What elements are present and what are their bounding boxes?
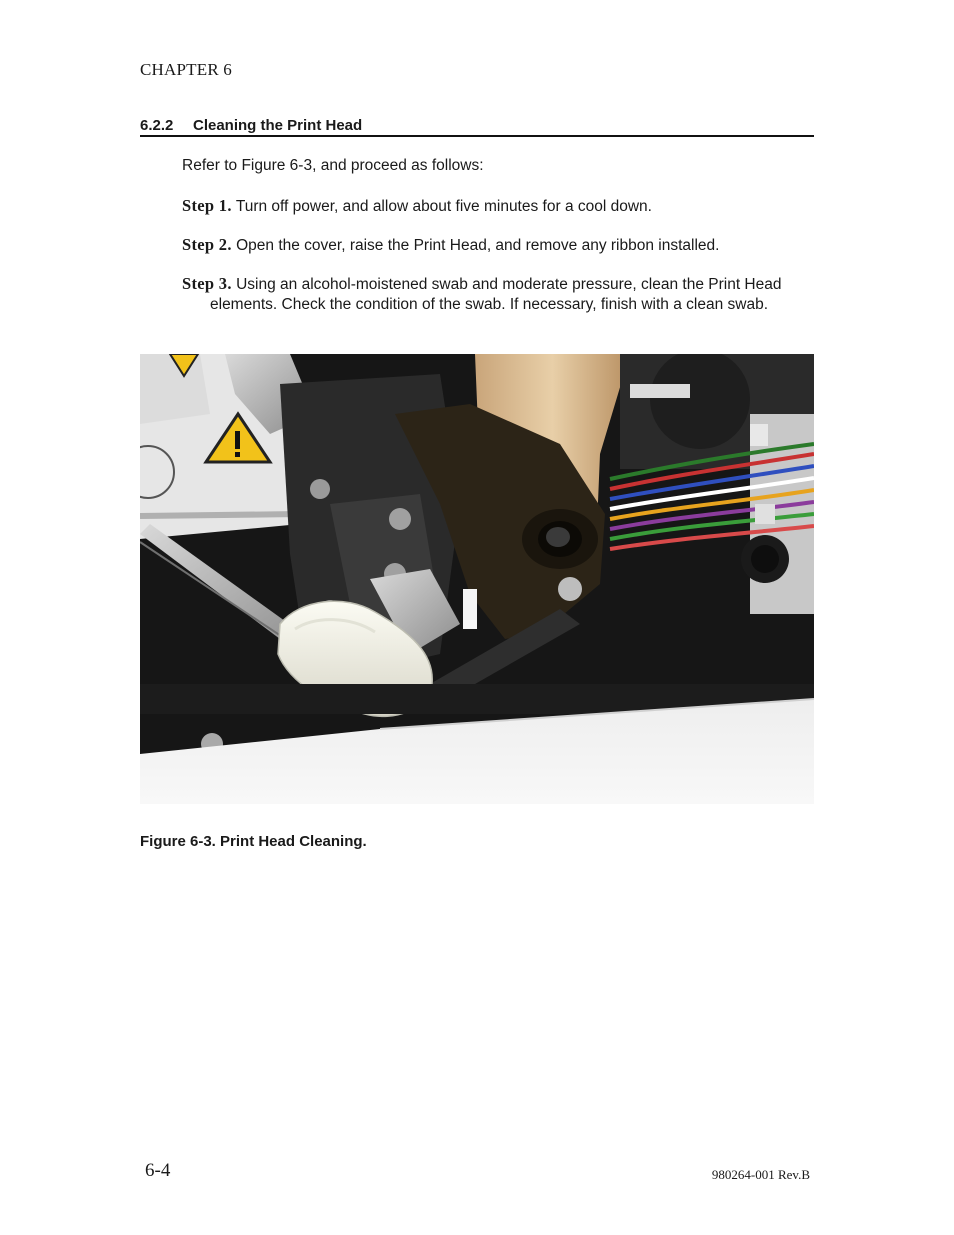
chapter-header: CHAPTER 6 xyxy=(140,60,233,79)
section-heading xyxy=(140,117,814,137)
document-id: 980264-001 Rev.B xyxy=(711,1167,810,1182)
step-1-text: Turn off power, and allow about five minutes for a cool down. xyxy=(235,198,652,215)
step-3-label: Step 3. xyxy=(182,274,232,293)
intro-paragraph: Refer to Figure 6-3, and proceed as follows: xyxy=(182,157,484,174)
step-1 xyxy=(182,196,830,217)
step-3 xyxy=(182,274,830,315)
section-title: Cleaning the Print Head xyxy=(193,117,363,134)
step-2-text: Open the cover, raise the Print Head, and remove any ribbon installed. xyxy=(236,237,720,254)
figure-caption: Figure 6-3. Print Head Cleaning. xyxy=(140,833,367,850)
step-2 xyxy=(182,235,830,256)
print-head-cleaning-photo xyxy=(140,354,814,804)
step-1-label: Step 1. xyxy=(182,196,232,215)
page-number: 6-4 xyxy=(145,1160,171,1181)
section-number: 6.2.2 xyxy=(140,117,174,134)
step-2-label: Step 2. xyxy=(182,235,232,254)
step-3-text: Using an alcohol-moistened swab and moderate pressure, clean the Print Head elements. Check the condition of the swab. If necessary, finish with a clean swab. xyxy=(210,276,782,313)
